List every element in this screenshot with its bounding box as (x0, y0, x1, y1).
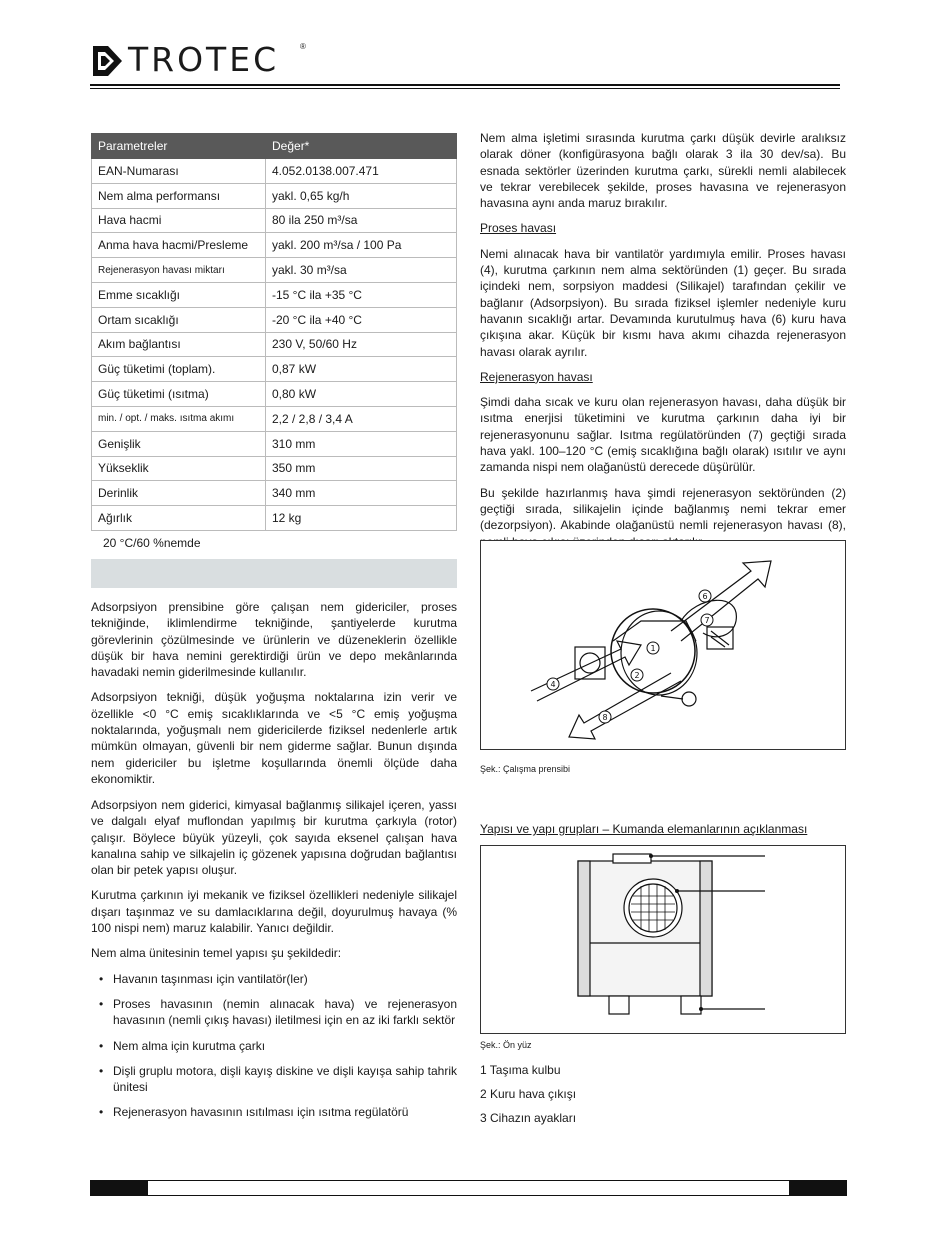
footer-bar (90, 1180, 847, 1196)
param-value: 350 mm (266, 456, 457, 481)
callout-1 (647, 642, 659, 654)
param-name: Nem alma performansı (92, 183, 266, 208)
parts-list (480, 1058, 576, 1130)
param-name: Genişlik (92, 431, 266, 456)
column-header-parameters: Parametreler (92, 134, 266, 159)
right-text-block (480, 130, 846, 559)
param-value: yakl. 30 m³/sa (266, 258, 457, 283)
table-row (92, 481, 457, 506)
param-name: Derinlik (92, 481, 266, 506)
paragraph: Nem alma işletimi sırasında kurutma çarkı düşük devirle aralıksız olarak döner (konfigürasyona bağlı olarak 3 ila 30 dev/sa). Bu esnada sektörler üzerinden kurutma çarkı, sürekli nemli alabilecek ve tekrar verebilecek şekilde, proses havasına ve rejenerasyon havasına aynı anda maruz bırakılır. (480, 131, 846, 211)
subheading-process-air: Proses havası (480, 221, 557, 236)
callout-label: 8 (602, 713, 608, 722)
callout-7 (701, 614, 713, 626)
param-value: -20 °C ila +40 °C (266, 307, 457, 332)
paragraph: Bu şekilde hazırlanmış hava şimdi rejenerasyon sektöründen (2) geçtiği sırada, silikajelin içinde bağlanmış nemi tekrar emer (dezorpsiyon). Akabinde olağanüstü nemli rejenerasyon havası (8), (480, 485, 846, 533)
brand-name: TROTEC (128, 40, 280, 79)
param-name: Hava hacmi (92, 208, 266, 233)
section-heading-bar (91, 559, 457, 588)
left-text-block-2 (91, 797, 457, 1130)
table-row (92, 431, 457, 456)
paragraph: Kurutma çarkının iyi mekanik ve fiziksel özellikleri nedeniyle silikajel dışarı taşınmaz ve su damlacıklarına değil, doyurulmuş havaya (% 100 nispi nem) maruz kalabilir. Yanıcı değildir. (91, 888, 457, 936)
param-value: 230 V, 50/60 Hz (266, 332, 457, 357)
param-name: min. / opt. / maks. ısıtma akımı (92, 406, 266, 431)
table-row (92, 208, 457, 233)
param-name: Yükseklik (92, 456, 266, 481)
subheading-regeneration-air: Rejenerasyon havası (480, 369, 593, 384)
working-principle-diagram (481, 541, 845, 749)
table-row (92, 159, 457, 184)
param-name: Güç tüketimi (ısıtma) (92, 382, 266, 407)
table-row (92, 282, 457, 307)
list-item: • Proses havasının (nemin alınacak hava) ve rejenerasyon havasının (nemli çıkış havası) iletilmesi için en az iki farklı sektör (91, 996, 457, 1029)
callout-label: 2 (634, 671, 640, 680)
table-row (92, 332, 457, 357)
param-name: Akım bağlantısı (92, 332, 266, 357)
list-item: • Nem alma için kurutma çarkı (91, 1038, 457, 1054)
param-name: Anma hava hacmi/Presleme (92, 233, 266, 258)
list-item: • Rejenerasyon havasının ısıtılması için ısıtma regülatörü (91, 1104, 457, 1120)
left-text-block-1 (91, 599, 457, 796)
paragraph: Şimdi daha sıcak ve kuru olan rejenerasyon havası, daha düşük bir ısıtma enerjisi tüketimini ve kurutma çarkının daha iyi bir rejenerasyonunu sağlar. Isıtma regülatöründen (7) geçtiği sırada hava yakl. 100–120 °C (emiş sıcaklığına bağlı olarak) ısıtılır ve aynı zamanda nispi nem olağanüstü derecede düşürülür. (480, 395, 846, 475)
column-header-value: Değer* (266, 134, 457, 159)
table-row (92, 357, 457, 382)
front-view-figure (480, 845, 846, 1034)
footer-block-left (90, 1180, 148, 1196)
callout-4 (547, 678, 559, 690)
table-row (92, 506, 457, 531)
param-name: EAN-Numarası (92, 159, 266, 184)
callout-label: 6 (702, 592, 708, 601)
param-value: 2,2 / 2,8 / 3,4 A (266, 406, 457, 431)
header-rule (90, 84, 840, 86)
table-header-row (92, 134, 457, 159)
param-value: 310 mm (266, 431, 457, 456)
figure-title: Yapısı ve yapı grupları – Kumanda elemanlarının açıklanması (480, 822, 808, 836)
list-item: 2 Kuru hava çıkışı (480, 1087, 577, 1101)
list-item: 1 Taşıma kulbu (480, 1063, 561, 1077)
table-row (92, 456, 457, 481)
param-name: Ağırlık (92, 506, 266, 531)
front-view-diagram (481, 846, 845, 1033)
paragraph: Adsorpsiyon prensibine göre çalışan nem gidericiler, proses tekniğinde, iklimlendirme tekniğinde, şantiyelerde kurutma görevlerinin çözülmesinde ve ürünlerin ve düzeneklerin özellikle düşük bir hava nemini gerektirdiği ürün ve depo mekânlarında havadaki nemin giderilmesinde kullanılır. (91, 600, 457, 680)
param-name: Ortam sıcaklığı (92, 307, 266, 332)
param-value: yakl. 0,65 kg/h (266, 183, 457, 208)
param-name: Emme sıcaklığı (92, 282, 266, 307)
param-name: Güç tüketimi (toplam). (92, 357, 266, 382)
param-value: 0,87 kW (266, 357, 457, 382)
param-value: -15 °C ila +35 °C (266, 282, 457, 307)
callout-2 (631, 669, 643, 681)
list-item: 3 Cihazın ayakları (480, 1111, 577, 1125)
parameters-table (91, 133, 457, 531)
paragraph: Adsorpsiyon nem giderici, kimyasal bağlanmış silikajel içeren, yassı ve dalgalı elyaf muflondan yapılmış bir kurutma çarkıyla (rotor) çalışır. Böylece büyük yüzeyli, çok sayıda eksenel çalışan hava kanalına sahip ve silkajelin iç gözenek yapısına doğrudan bağlantısı olan bir petek yapısı oluşur. (91, 798, 457, 878)
trotec-logo-mark-icon (92, 44, 126, 78)
param-value: 4.052.0138.007.471 (266, 159, 457, 184)
footer-block-right (789, 1180, 847, 1196)
working-principle-figure (480, 540, 846, 750)
callout-label: 1 (650, 644, 656, 653)
table-row (92, 307, 457, 332)
callout-8 (599, 711, 611, 723)
callout-label: 4 (550, 680, 556, 689)
callout-label: 7 (704, 616, 710, 625)
table-row (92, 258, 457, 283)
table-row (92, 406, 457, 431)
figure-caption: Şek.: Ön yüz (480, 1040, 532, 1050)
table-row (92, 382, 457, 407)
structure-list (91, 971, 457, 1121)
table-footnote: 20 °C/60 %nemde (103, 536, 201, 550)
param-name: Rejenerasyon havası miktarı (92, 258, 266, 283)
param-value: 0,80 kW (266, 382, 457, 407)
paragraph: Nemi alınacak hava bir vantilatör yardımıyla emilir. Proses havası (4), kurutma çarkının nem alma sektöründen (1) geçer. Bu sırada içindeki nem, sorpsiyon maddesi (Silikajel) tarafından çekilir ve bağlanır (Adsorpsiyon). Bu sırada fiziksel işlemler nedeniyle kuru havanın sıcaklığı artar. Devamında kurutulmuş hava (6) kuru hava çıkışına akar. Küçük bir kısmı hava akımı cihazda rejenerasyon havası olarak ayrılır. (480, 246, 846, 359)
param-value: 80 ila 250 m³/sa (266, 208, 457, 233)
param-value: 12 kg (266, 506, 457, 531)
paragraph: Nem alma ünitesinin temel yapısı şu şekildedir: (91, 946, 342, 961)
paragraph: Adsorpsiyon tekniği, düşük yoğuşma noktalarına izin verir ve özellikle <0 °C emiş sıcaklıklarında ve <5 °C emiş yoğuşma noktalarında, yoğuşmalı nem gidericilerde fiziksel nedenlerle artık mümkün olmayan, güvenli bir nem giderme sağlar. Bunun dışında nem gidericiler bu işletme koşullarında önemli ölçüde daha ekonomiktir. (91, 690, 457, 786)
param-value: yakl. 200 m³/sa / 100 Pa (266, 233, 457, 258)
param-value: 340 mm (266, 481, 457, 506)
table-row (92, 183, 457, 208)
figure-caption: Şek.: Çalışma prensibi (480, 764, 571, 774)
registered-mark: ® (300, 42, 306, 51)
callout-6 (699, 590, 711, 602)
list-item: • Havanın taşınması için vantilatör(ler) (91, 971, 457, 987)
header-rule-thin (90, 88, 840, 89)
list-item: • Dişli gruplu motora, dişli kayış diskine ve dişli kayışa sahip tahrik ünitesi (91, 1063, 457, 1096)
table-row (92, 233, 457, 258)
